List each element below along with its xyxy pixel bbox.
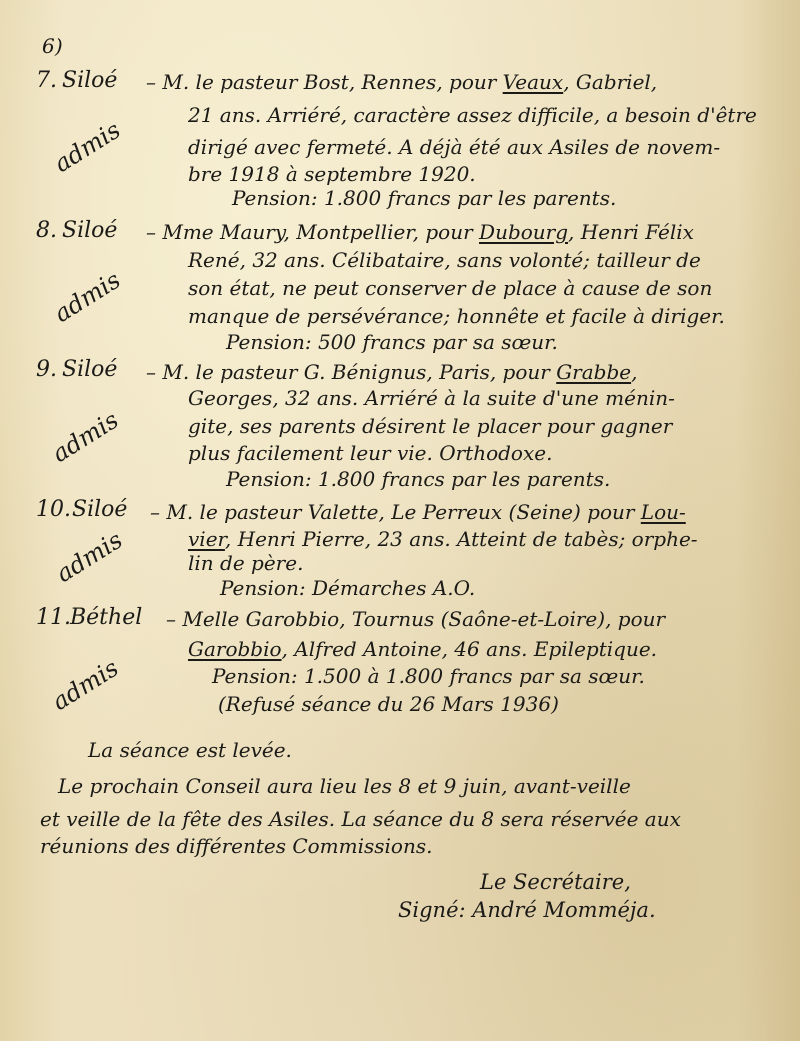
entry-line: vier, Henri Pierre, 23 ans. Atteint de tabès; orphe- xyxy=(188,527,698,551)
entry-line: lin de père. xyxy=(188,551,304,575)
entry-line: 21 ans. Arriéré, caractère assez difficile, a besoin d'être xyxy=(188,103,757,127)
entry-line: – M. le pasteur G. Bénignus, Paris, pour Grabbe, xyxy=(146,360,638,384)
entry-number: 8. xyxy=(36,218,57,243)
surname: Grabbe xyxy=(556,360,632,384)
margin-note-admis: admis xyxy=(51,525,128,588)
entry-line: manque de persévérance; honnête et facile à diriger. xyxy=(188,304,725,328)
entry-place: Béthel xyxy=(70,605,143,630)
entry-note: (Refusé séance du 26 Mars 1936) xyxy=(218,692,559,716)
entry-line: bre 1918 à septembre 1920. xyxy=(188,162,476,186)
entry-place: Siloé xyxy=(72,497,128,522)
surname: vier xyxy=(188,527,225,551)
entry-line: René, 32 ans. Célibataire, sans volonté; tailleur de xyxy=(188,248,701,272)
entry-number: 9. xyxy=(36,357,57,382)
entry-pension: Pension: 1.800 francs par les parents. xyxy=(226,467,611,491)
entry-number: 11. xyxy=(36,605,71,630)
margin-note-admis: admis xyxy=(49,265,126,328)
entry-line: – M. le pasteur Valette, Le Perreux (Seine) pour Lou- xyxy=(150,500,686,524)
entry-line: Garobbio, Alfred Antoine, 46 ans. Epileptique. xyxy=(188,637,658,661)
closing-line: réunions des différentes Commissions. xyxy=(40,834,433,858)
margin-note-admis: admis xyxy=(47,653,124,716)
signature-name: Signé: André Momméja. xyxy=(398,898,656,922)
entry-pension: Pension: 500 francs par sa sœur. xyxy=(226,330,558,354)
page-number: 6) xyxy=(42,34,63,58)
surname: Lou- xyxy=(640,500,686,524)
entry-line: gite, ses parents désirent le placer pour gagner xyxy=(188,414,673,438)
entry-line: – Melle Garobbio, Tournus (Saône-et-Loire), pour xyxy=(166,607,666,631)
closing-line: Le prochain Conseil aura lieu les 8 et 9 juin, avant-veille xyxy=(58,774,631,798)
entry-line: dirigé avec fermeté. A déjà été aux Asiles de novem- xyxy=(188,135,721,159)
closing-line: et veille de la fête des Asiles. La séance du 8 sera réservée aux xyxy=(40,807,681,831)
entry-line: plus facilement leur vie. Orthodoxe. xyxy=(188,441,553,465)
signature-title: Le Secrétaire, xyxy=(480,870,631,894)
entry-line: – Mme Maury, Montpellier, pour Dubourg, Henri Félix xyxy=(146,220,694,244)
surname: Garobbio xyxy=(188,637,282,661)
margin-note-admis: admis xyxy=(49,115,126,178)
entry-line: son état, ne peut conserver de place à cause de son xyxy=(188,276,713,300)
margin-note-admis: admis xyxy=(47,405,124,468)
entry-place: Siloé xyxy=(62,68,118,93)
entry-number: 10. xyxy=(36,497,71,522)
entry-pension: Pension: 1.800 francs par les parents. xyxy=(232,186,617,210)
entry-place: Siloé xyxy=(62,218,118,243)
entry-pension: Pension: Démarches A.O. xyxy=(220,576,476,600)
surname: Veaux xyxy=(502,70,564,94)
entry-pension: Pension: 1.500 à 1.800 francs par sa sœur. xyxy=(212,664,645,688)
entry-line: Georges, 32 ans. Arriéré à la suite d'une ménin- xyxy=(188,386,675,410)
closing-line: La séance est levée. xyxy=(88,738,292,762)
entry-place: Siloé xyxy=(62,357,118,382)
entry-line: – M. le pasteur Bost, Rennes, pour Veaux, Gabriel, xyxy=(146,70,658,94)
surname: Dubourg xyxy=(479,220,569,244)
entry-number: 7. xyxy=(36,68,57,93)
